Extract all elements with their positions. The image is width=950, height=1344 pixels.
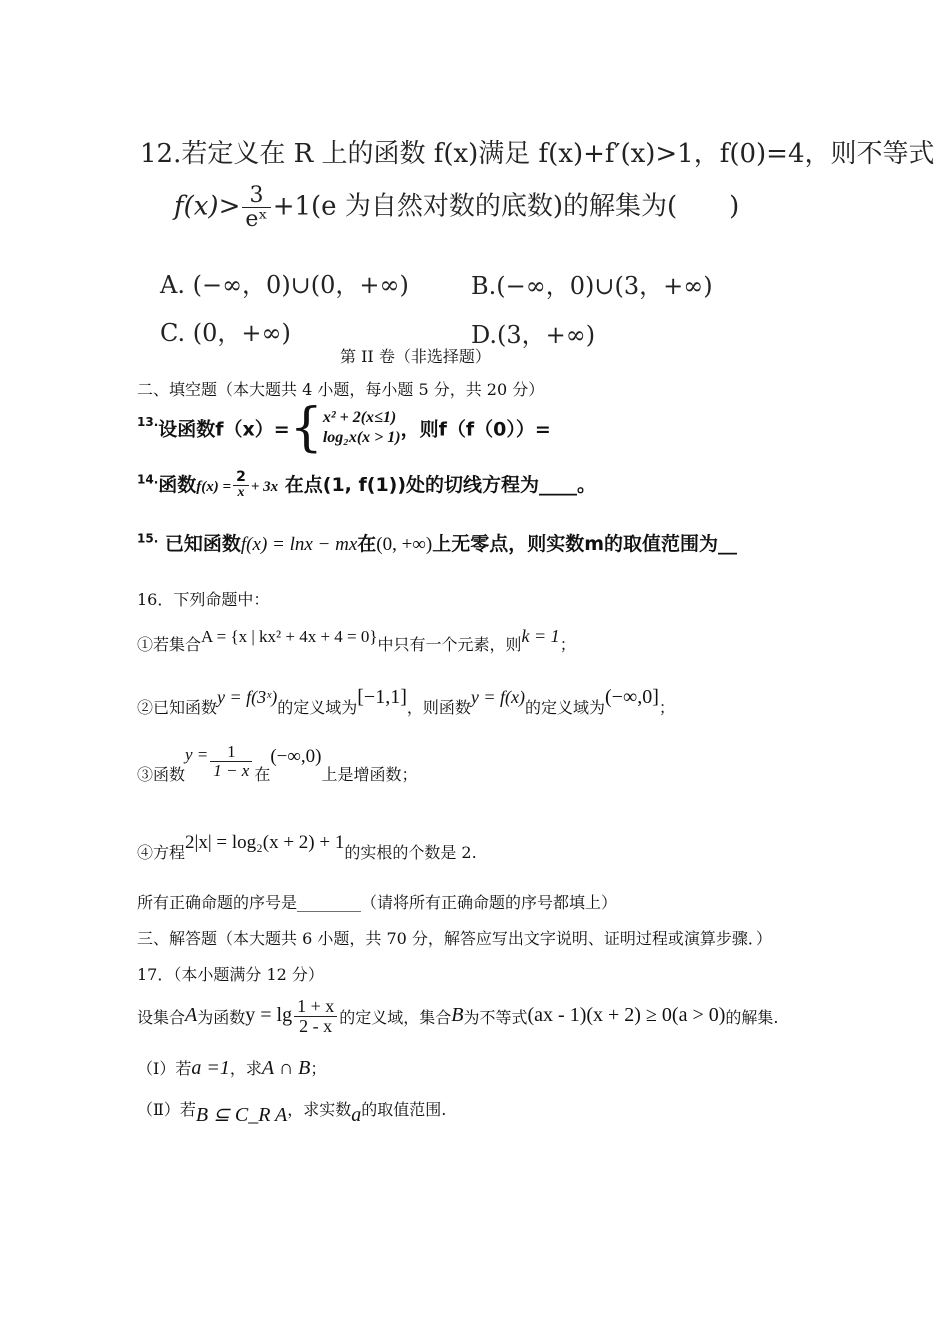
q16-p2-mid3: 的定义域为 (525, 698, 606, 717)
q16-p3-fraction (210, 743, 252, 780)
q16-p1-end: ； (559, 635, 576, 654)
q16-p4-prefix: ④方程 (137, 843, 186, 862)
q16-p1-mid: 中只有一个元素，则 (377, 635, 522, 654)
q16-p1-prefix: ①若集合 (137, 635, 202, 654)
q12-fraction (242, 184, 270, 231)
q12-lhs: f(x)> (174, 191, 241, 222)
q16-proposition-3 (137, 743, 418, 785)
q13-number: 13. (137, 415, 159, 430)
q12-option-b: B.(−∞，0)∪(3，+∞) (471, 272, 713, 300)
q15-text: 已知函数 (164, 533, 241, 555)
q17-part2-var: a (351, 1104, 362, 1126)
q16-p3-prefix: ③函数 (137, 764, 186, 784)
q16-p1-math: k = 1 (521, 626, 560, 646)
q12-frac-num: 3 (242, 184, 270, 208)
q12-option-a: A. (−∞，0)∪(0，+∞) (160, 271, 409, 299)
q17-frac-num: 1 + x (294, 997, 337, 1017)
q17-part2-prefix: （Ⅱ）若 (137, 1100, 196, 1119)
q16-p1-set: A = {x | kx² + 4x + 4 = 0} (201, 627, 378, 646)
q16-p4-end: 的实根的个数是 2. (344, 843, 477, 862)
q16-p3-end: 上是增函数； (321, 764, 418, 784)
q17-header: 17．（本小题满分 12 分） (137, 965, 324, 984)
section3-heading: 三、解答题（本大题共 6 小题，共 70 分，解答应写出文字说明、证明过程或演算步骤．） (137, 929, 772, 948)
q13-brace: { (289, 398, 323, 458)
q14-number: 14. (137, 472, 159, 487)
q16-p2-prefix: ②已知函数 (137, 698, 218, 717)
q16-p2-mid2: ，则函数 (406, 698, 471, 717)
q17-func: y = lg (245, 1003, 293, 1026)
q17-part1-prefix: （Ⅰ）若 (137, 1059, 192, 1078)
q15-text3: 上无零点，则实数m的取值范围为__ (432, 533, 738, 555)
q14-fraction (233, 470, 249, 500)
q16-p3-interval: (−∞,0) (270, 745, 322, 767)
q17-part2-mid: ，求实数 (287, 1100, 352, 1119)
q13-piecewise (323, 408, 401, 448)
q13-text-before: 设函数f（x）= (158, 418, 290, 441)
q12-option-c: C. (0，+∞) (160, 319, 291, 347)
q17-part2-end: 的取值范围. (361, 1100, 447, 1119)
q14-func: f(x) = (196, 479, 232, 495)
q16-p3-y: y = (185, 744, 209, 764)
q17-part1 (137, 1056, 326, 1080)
q17-part1-mid: ，求 (229, 1059, 262, 1078)
q16-proposition-1 (137, 626, 576, 655)
q16-p2-func2: y = f(x) (470, 687, 525, 707)
q16-p2-dom2: (−∞,0] (605, 686, 659, 708)
q13 (137, 398, 551, 458)
q17-text-c: 的定义域，集合 (339, 1007, 452, 1027)
q12-option-d: D.(3，+∞) (471, 321, 596, 349)
q17-fraction (294, 997, 337, 1036)
q14-frac-num: 2 (233, 470, 249, 486)
section2-heading: 二、填空题（本大题共 4 小题，每小题 5 分，共 20 分） (137, 380, 545, 399)
q13-piece2: log₂x(x > 1) (322, 429, 401, 446)
q14-func-rest: + 3x (250, 479, 279, 495)
q17-inequality: (ax - 1)(x + 2) ≥ 0(a > 0) (527, 1003, 726, 1026)
q17-text-a: 设集合 (137, 1007, 186, 1027)
q17-part1-cond: a =1 (191, 1057, 230, 1079)
q16-proposition-4 (137, 832, 477, 863)
q17-part2-cond: B ⊆ C_R A (195, 1104, 288, 1126)
q16-title: 16．下列命题中： (137, 590, 270, 609)
q15-interval: (0, +∞) (376, 534, 433, 555)
q14-frac-den: x (237, 485, 245, 500)
q17-frac-den: 2 - x (299, 1015, 333, 1036)
q14 (137, 470, 596, 501)
q16-p4-eq: 2|x| = log₂(x + 2) + 1 (185, 832, 345, 853)
q13-text-after: ，则f（f（0））= (400, 418, 551, 441)
q16-p2-mid: 的定义域为 (277, 698, 358, 717)
q17-part1-end: ； (310, 1059, 327, 1078)
q12-frac-den: eˣ (245, 207, 268, 233)
q14-text-before: 函数 (158, 474, 197, 496)
q16-p2-func: y = f(3ˣ) (217, 687, 278, 707)
q17-set-b: B (451, 1003, 464, 1026)
q12-stem-line1: 12.若定义在 R 上的函数 f(x)满足 f(x)+f′(x)>1，f(0)=4，则不等式 (140, 139, 935, 169)
q12-stem-line2 (174, 184, 739, 231)
q13-piece1: x² + 2(x≤1) (322, 409, 397, 426)
q17-set-a: A (185, 1003, 198, 1026)
q15-number: 15. (137, 531, 159, 546)
q17-text-b: 为函数 (197, 1007, 246, 1027)
q16-p2-end: ； (658, 698, 675, 717)
q17-part1-expr: A ∩ B (261, 1057, 311, 1079)
volume-title: 第 II 卷（非选择题） (340, 347, 491, 366)
q17-text-d: 为不等式 (463, 1007, 528, 1027)
q15-text2: 在 (357, 533, 377, 555)
q16-p3-den: 1 − x (213, 760, 250, 780)
q12-rest: +1(e 为自然对数的底数)的解集为( ) (272, 191, 740, 222)
q15 (137, 529, 737, 556)
q17-text-e: 的解集. (725, 1007, 779, 1027)
q14-text-after: 在点(1, f(1))处的切线方程为____。 (284, 474, 597, 496)
q15-func: f(x) = lnx − mx (240, 534, 358, 555)
q17-part2 (137, 1097, 446, 1127)
q16-proposition-2 (137, 686, 675, 718)
q16-answer-line: 所有正确命题的序号是________（请将所有正确命题的序号都填上） (137, 893, 618, 912)
q16-p3-num: 1 (210, 743, 252, 762)
q16-p2-dom1: [−1,1] (357, 686, 407, 708)
q17-statement (137, 997, 779, 1036)
q16-p3-mid: 在 (254, 764, 271, 784)
